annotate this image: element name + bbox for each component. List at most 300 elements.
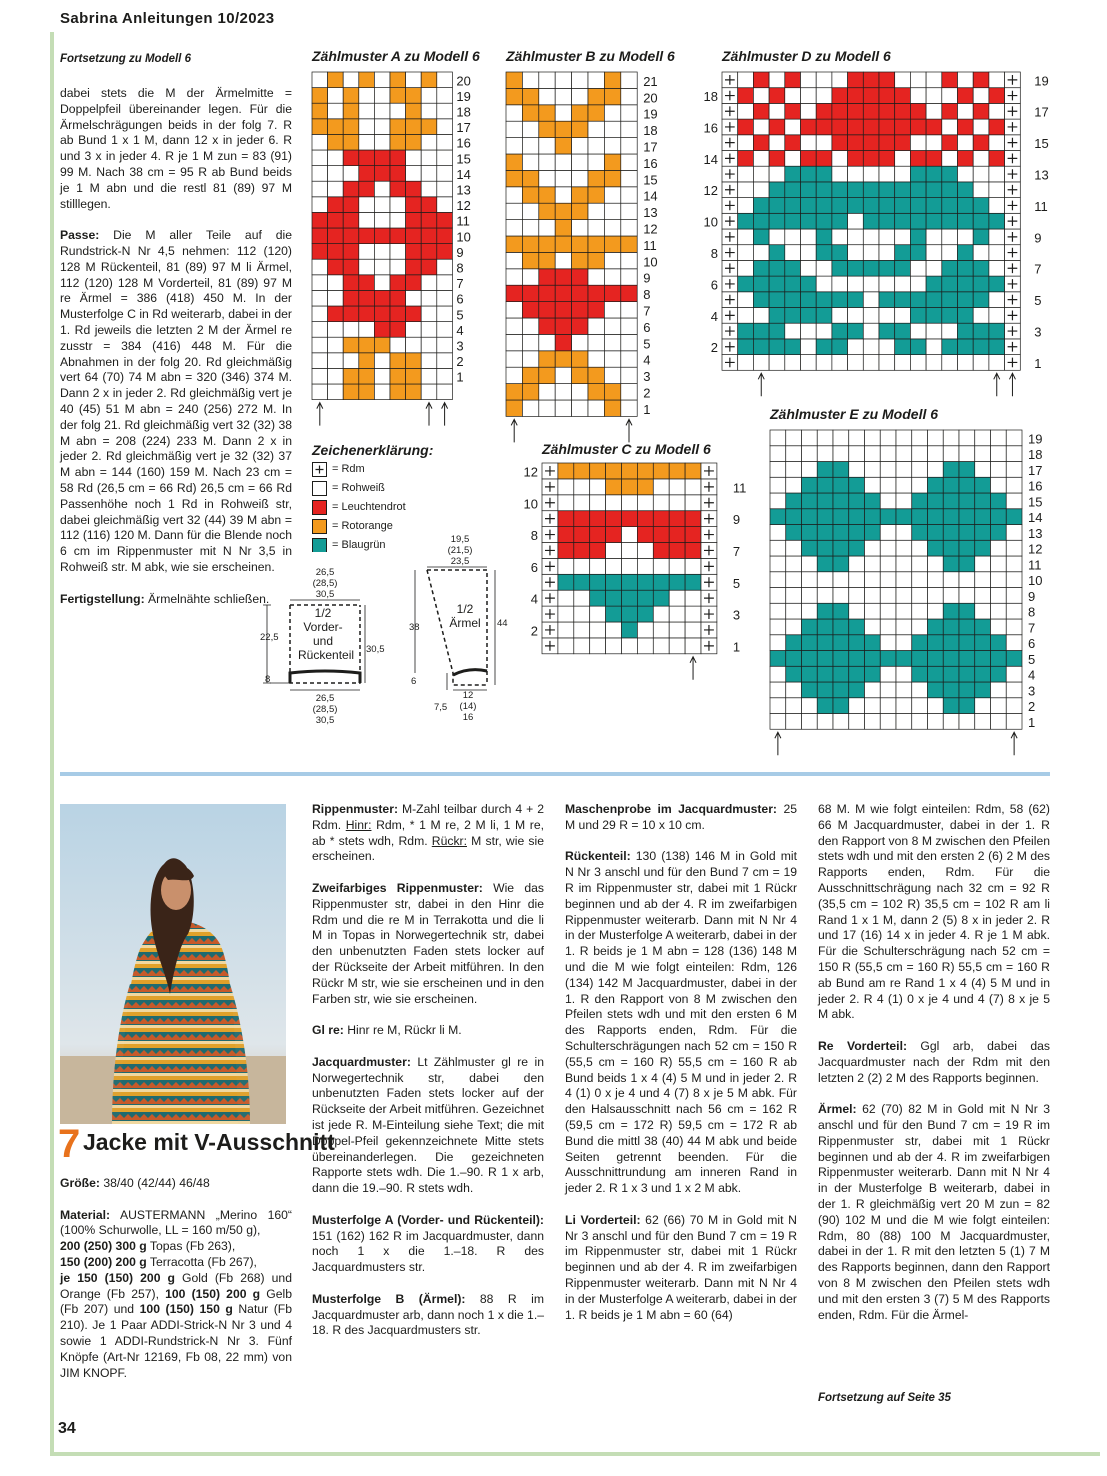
chart-d-cell: [801, 355, 817, 371]
chart-d-cell: [973, 355, 989, 371]
back-front-column: [565, 802, 797, 1339]
chart-c-cell: [590, 558, 606, 574]
chart-d-cell: [785, 198, 801, 214]
chart-d-cell: [910, 166, 926, 182]
chart-e-cell: [817, 493, 833, 509]
body-rib-measure: 8: [265, 674, 271, 685]
chart-a-row-number: 6: [456, 291, 464, 307]
chart-a-cell: [328, 228, 344, 244]
chart-a-cell: [374, 88, 390, 104]
chart-e-cell: [770, 651, 786, 667]
chart-e-cell: [975, 698, 991, 714]
chart-e-cell: [912, 509, 928, 525]
chart-d-cell: [769, 72, 785, 88]
chart-e-cell: [943, 635, 959, 651]
chart-a-cell: [406, 353, 422, 369]
chart-b-cell: [621, 105, 637, 121]
chart-e-row-number: 8: [1028, 604, 1036, 620]
chart-d-cell: [958, 260, 974, 276]
chart-e-cell: [896, 714, 912, 730]
chart-d-cell: [895, 88, 911, 104]
chart-e-row-number: 2: [1028, 699, 1036, 715]
chart-d-cell: [942, 151, 958, 167]
chart-e-cell: [849, 477, 865, 493]
chart-e-cell: [880, 430, 896, 446]
chart-e-cell: [896, 556, 912, 572]
chart-d-cell: [769, 198, 785, 214]
chart-b-cell: [604, 318, 620, 334]
chart-a-cell: [437, 72, 453, 88]
chart-c-cell: [606, 574, 622, 590]
chart-a-cell: [437, 119, 453, 135]
chart-a-cell: [328, 134, 344, 150]
chart-c-cell: [606, 543, 622, 559]
chart-a-cell: [437, 212, 453, 228]
chart-e-cell: [928, 446, 944, 462]
chart-e-cell: [802, 682, 818, 698]
chart-a-cell: [421, 306, 437, 322]
chart-e-cell: [975, 525, 991, 541]
chart-d-cell: [832, 292, 848, 308]
chart-e-cell: [928, 525, 944, 541]
chart-d-cell: [753, 213, 769, 229]
chart-e-cell: [865, 635, 881, 651]
chart-d-cell: [769, 135, 785, 151]
chart-e-cell: [849, 462, 865, 478]
chart-e-cell: [943, 446, 959, 462]
chart-b-cell: [572, 269, 588, 285]
body-bot-1: 26,5: [315, 693, 335, 704]
chart-b-cell: [555, 121, 571, 137]
chart-e-cell: [833, 540, 849, 556]
chart-c-cell: [653, 527, 669, 543]
chart-e-cell: [1006, 651, 1022, 667]
chart-e-cell: [770, 540, 786, 556]
chart-e-cell: [770, 619, 786, 635]
chart-b-cell: [522, 105, 538, 121]
chart-a-cell: [421, 134, 437, 150]
chart-d-cell: [926, 198, 942, 214]
chart-b-cell: [539, 121, 555, 137]
chart-e-cell: [912, 698, 928, 714]
chart-a-cell: [390, 150, 406, 166]
chart-e-cell: [943, 540, 959, 556]
chart-e-cell: [865, 556, 881, 572]
chart-a-cell: [359, 368, 375, 384]
chart-d-cell: [926, 355, 942, 371]
chart-c-cell: [637, 606, 653, 622]
chart-a-cell: [390, 290, 406, 306]
chart-e-cell: [959, 588, 975, 604]
chart-d-grid: [704, 72, 1049, 396]
chart-c-cell: [606, 527, 622, 543]
chart-a-cell: [421, 322, 437, 338]
chart-a-cell: [421, 353, 437, 369]
chart-c-cell: [558, 622, 574, 638]
chart-d-cell: [801, 339, 817, 355]
chart-e-cell: [802, 477, 818, 493]
chart-d-cell: [958, 182, 974, 198]
chart-a-row-number: 5: [456, 307, 464, 323]
chart-d-cell: [973, 308, 989, 324]
chart-a-cell: [374, 103, 390, 119]
chart-c-cell: [622, 622, 638, 638]
chart-d-cell: [879, 292, 895, 308]
legend-label-orange: = Rotorange: [332, 520, 393, 532]
chart-e-cell: [833, 619, 849, 635]
chart-c-cell: [669, 590, 685, 606]
chart-e-cell: [943, 525, 959, 541]
chart-d-cell: [801, 88, 817, 104]
chart-e-cell: [991, 635, 1007, 651]
chart-e-cell: [896, 698, 912, 714]
chart-e-cell: [896, 588, 912, 604]
body-label-line4: Rückenteil: [298, 648, 355, 662]
chart-b-cell: [604, 302, 620, 318]
section-divider: [60, 772, 1050, 776]
chart-b-cell: [539, 170, 555, 186]
chart-e-cell: [991, 698, 1007, 714]
chart-d-cell: [879, 151, 895, 167]
chart-a-row-number: 8: [456, 260, 464, 276]
chart-b-cell: [522, 88, 538, 104]
chart-e-cell: [991, 682, 1007, 698]
chart-e-cell: [770, 666, 786, 682]
rib-text-2: Rdm, * 1 M re, 2 M li, 1 M re, ab * stets wdh, Rdm.: [312, 817, 544, 848]
chart-b-cell: [588, 72, 604, 88]
arrow-up-icon: [442, 403, 448, 426]
chart-a-cell: [406, 322, 422, 338]
chart-a-cell: [359, 72, 375, 88]
chart-d-cell: [785, 135, 801, 151]
arrow-up-icon: [426, 403, 432, 426]
chart-b-cell: [522, 400, 538, 416]
chart-e-cell: [959, 509, 975, 525]
chart-b-cell: [572, 252, 588, 268]
chart-e-cell: [928, 493, 944, 509]
chart-e-cell: [928, 666, 944, 682]
chart-c-cell: [653, 638, 669, 654]
chart-c-cell: [622, 463, 638, 479]
chart-d-cell: [879, 119, 895, 135]
chart-d-cell: [973, 103, 989, 119]
chart-a-cell: [312, 259, 328, 275]
chart-e-cell: [880, 525, 896, 541]
chart-e-cell: [1006, 635, 1022, 651]
chart-d-cell: [895, 260, 911, 276]
chart-e-cell: [817, 682, 833, 698]
chart-b-cell: [621, 187, 637, 203]
chart-b-cell: [588, 334, 604, 350]
chart-d-cell: [738, 166, 754, 182]
chart-e-cell: [880, 588, 896, 604]
chart-a-cell: [390, 88, 406, 104]
page-frame-bottom: [50, 1452, 1100, 1456]
chart-a-cell: [390, 134, 406, 150]
body-top-2: (28,5): [312, 578, 338, 589]
chart-a-cell: [406, 134, 422, 150]
chart-d-cell: [848, 72, 864, 88]
chart-b-cell: [539, 236, 555, 252]
chart-b-cell: [621, 384, 637, 400]
chart-e-cell: [912, 572, 928, 588]
chart-e-cell: [770, 493, 786, 509]
chart-d-cell: [738, 88, 754, 104]
chart-e-cell: [849, 698, 865, 714]
chart-c-cell: [622, 558, 638, 574]
chart-e-cell: [912, 714, 928, 730]
chart-a-cell: [312, 353, 328, 369]
chart-d-cell: [942, 339, 958, 355]
chart-e-cell: [1006, 509, 1022, 525]
chart-a-cell: [343, 306, 359, 322]
chart-b-cell: [506, 154, 522, 170]
chart-d-cell: [738, 276, 754, 292]
chart-d-cell: [926, 339, 942, 355]
chart-c-cell: [637, 527, 653, 543]
chart-e-cell: [833, 651, 849, 667]
chart-d-cell: [848, 213, 864, 229]
chart-a-cell: [437, 197, 453, 213]
chart-c-cell: [685, 463, 701, 479]
chart-d-cell: [973, 198, 989, 214]
chart-e-cell: [849, 493, 865, 509]
chart-a-cell: [390, 322, 406, 338]
chart-b-cell: [506, 400, 522, 416]
chart-e-cell: [833, 446, 849, 462]
sleeve-instr-text: 62 (70) 82 M in Gold mit N Nr 3 anschl und für den Bund 7 cm = 19 R im Rippenmuster str, dabei mit 1 Rückr beginnen und ab der 4. R im zweifarbigen Rippenmuster weiterarb. Dann mit N Nr 4 in der Musterfolge B weiterarb, dabei in der 1. R gleichmäßig vert 20 M zun = 82 (90) 102 M und die M wie folgt einteilen: Rdm, 80 (88) 100 M Jacquardmuster, dabei in der 1. R mit den letzten 5 (1) 7 M des Rapports beginnen, dann den Rapport von 8 M zwischen den Pfeilen stets wdh und mit den ersten 3 (7) 5 M des Rapports enden, Rdm. Für die Ärmel-: [818, 1102, 1050, 1322]
chart-c-cell: [574, 558, 590, 574]
chart-e-cell: [943, 698, 959, 714]
chart-e-cell: [1006, 540, 1022, 556]
chart-a-cell: [390, 244, 406, 260]
chart-a-row-number: 16: [456, 135, 471, 151]
chart-c-cell: [558, 574, 574, 590]
sequence-a-paragraph: [312, 1213, 544, 1276]
chart-d-cell: [895, 103, 911, 119]
chart-d-cell: [863, 260, 879, 276]
chart-b-row-number: 3: [643, 369, 651, 385]
chart-b-grid: [506, 72, 658, 442]
chart-d-cell: [942, 213, 958, 229]
chart-d-cell: [926, 260, 942, 276]
chart-b-cell: [572, 203, 588, 219]
chart-c-cell: [685, 543, 701, 559]
chart-d-cell: [801, 323, 817, 339]
chart-e-row-number: 15: [1028, 494, 1043, 510]
chart-b-cell: [572, 121, 588, 137]
chart-b-cell: [572, 318, 588, 334]
chart-d-row-number: 3: [1034, 324, 1042, 340]
chart-d-cell: [785, 151, 801, 167]
chart-e-cell: [1006, 525, 1022, 541]
chart-e-cell: [817, 698, 833, 714]
chart-d-cell: [863, 151, 879, 167]
chart-e-cell: [943, 619, 959, 635]
chart-e-cell: [786, 556, 802, 572]
chart-b-cell: [588, 138, 604, 154]
chart-b-cell: [522, 384, 538, 400]
chart-b-cell: [506, 138, 522, 154]
chart-d-cell: [753, 339, 769, 355]
chart-c-cell: [669, 463, 685, 479]
chart-d-cell: [832, 245, 848, 261]
chart-b-cell: [555, 72, 571, 88]
chart-a-cell: [421, 119, 437, 135]
chart-b-cell: [539, 203, 555, 219]
chart-d-cell: [816, 72, 832, 88]
chart-e-cell: [975, 509, 991, 525]
chart-d-cell: [816, 276, 832, 292]
chart-e-cell: [991, 666, 1007, 682]
chart-a-cell: [437, 322, 453, 338]
chart-e-grid: [770, 430, 1042, 755]
chart-c-cell: [590, 527, 606, 543]
chart-d-cell: [753, 119, 769, 135]
chart-c-cell: [574, 622, 590, 638]
chart-d-cell: [910, 119, 926, 135]
chart-d-row-number: 10: [703, 214, 718, 230]
chart-a-cell: [312, 134, 328, 150]
chart-e-cell: [975, 493, 991, 509]
chart-b-cell: [572, 334, 588, 350]
chart-a-cell: [343, 72, 359, 88]
chart-b-cell: [588, 367, 604, 383]
chart-c-cell: [622, 511, 638, 527]
chart-d-cell: [753, 151, 769, 167]
finishing-text: Ärmelnähte schließen.: [144, 591, 270, 606]
chart-e-cell: [786, 509, 802, 525]
chart-a-cell: [312, 322, 328, 338]
chart-e-cell: [975, 556, 991, 572]
chart-b-cell: [522, 269, 538, 285]
chart-b-cell: [588, 170, 604, 186]
chart-a-cell: [390, 72, 406, 88]
chart-b-cell: [555, 384, 571, 400]
chart-e-cell: [817, 446, 833, 462]
chart-b-cell: [572, 285, 588, 301]
chart-c-cell: [574, 463, 590, 479]
chart-d-cell: [801, 135, 817, 151]
chart-d-cell: [738, 103, 754, 119]
chart-d-cell: [910, 103, 926, 119]
chart-e-cell: [880, 651, 896, 667]
chart-c-cell: [606, 558, 622, 574]
chart-e-cell: [865, 525, 881, 541]
chart-b-row-number: 9: [643, 270, 651, 286]
chart-d-cell: [848, 103, 864, 119]
chart-a-cell: [312, 384, 328, 400]
chart-b-cell: [522, 252, 538, 268]
chart-a-cell: [437, 134, 453, 150]
body-top-measure: [285, 567, 365, 600]
chart-c-cell: [669, 527, 685, 543]
chart-e-cell: [975, 430, 991, 446]
body-bot-3: 30,5: [315, 715, 335, 726]
chart-d-cell: [738, 182, 754, 198]
chart-a-cell: [374, 197, 390, 213]
chart-c-cell: [574, 606, 590, 622]
chart-b-cell: [522, 203, 538, 219]
arrow-up-icon: [511, 419, 517, 442]
chart-e-cell: [817, 635, 833, 651]
chart-e-row-number: 10: [1028, 573, 1043, 589]
chart-b-cell: [522, 236, 538, 252]
chart-e-row-number: 13: [1028, 525, 1043, 541]
chart-e-cell: [786, 603, 802, 619]
chart-b-cell: [588, 302, 604, 318]
chart-e-cell: [943, 651, 959, 667]
chart-d-cell: [958, 198, 974, 214]
chart-d-cell: [816, 213, 832, 229]
chart-a-cell: [328, 88, 344, 104]
chart-d-row-number: 14: [703, 151, 718, 167]
chart-d-cell: [753, 292, 769, 308]
chart-d-cell: [989, 292, 1005, 308]
chart-d-cell: [926, 292, 942, 308]
page-number: 34: [58, 1420, 76, 1437]
left-front-continued: 68 M. M wie folgt einteilen: Rdm, 58 (62) 66 M Jacquardmuster, dabei in der 1. R den Rapport von 8 M zwischen den Pfeilen stets wdh und mit den ersten 2 (6) 2 M des Rapports enden, Rdm. Für die Ausschnittschrägung nach 32 cm = 92 R (35,5 cm = 102 R) 35,5 cm = 102 R am li Rand 1 x 1 M, dann 2 (5) 8 x in jeder 2. R und 17 (16) 14 x in jeder 4. R je 1 M abk. Für die Schulterschrägung nach 52 cm = 150 R (55,5 cm = 160 R) 55,5 cm = 160 R ab Bund am re Rand 1 x 4 (4) 5 M und in jeder 2. R 4 (1) 0 x je 4 und 4 (7) 8 x je 5 M abk.: [818, 802, 1050, 1022]
chart-a-row-number: 3: [456, 338, 464, 354]
chart-d-cell: [785, 355, 801, 371]
chart-e-cell: [959, 666, 975, 682]
chart-d-cell: [863, 229, 879, 245]
chart-e-cell: [880, 446, 896, 462]
chart-d-cell: [848, 182, 864, 198]
chart-a-cell: [359, 212, 375, 228]
chart-d-cell: [958, 135, 974, 151]
chart-e-cell: [833, 635, 849, 651]
chart-d-cell: [926, 119, 942, 135]
chart-e-cell: [817, 477, 833, 493]
chart-b-row-number: 16: [643, 155, 658, 171]
chart-b-cell: [539, 138, 555, 154]
chart-e-cell: [849, 635, 865, 651]
chart-d-cell: [832, 182, 848, 198]
jacquard-label: Jacquardmuster:: [312, 1054, 411, 1069]
sleeve-column: [818, 802, 1050, 1339]
chart-a-cell: [421, 72, 437, 88]
chart-e-cell: [786, 682, 802, 698]
chart-a-cell: [328, 368, 344, 384]
chart-e-cell: [833, 509, 849, 525]
chart-b-cell: [539, 269, 555, 285]
chart-e-cell: [880, 556, 896, 572]
chart-d-cell: [958, 276, 974, 292]
chart-a-cell: [328, 290, 344, 306]
chart-e-cell: [786, 477, 802, 493]
magazine-header: Sabrina Anleitungen 10/2023: [60, 10, 275, 27]
chart-e-cell: [786, 666, 802, 682]
chart-b-cell: [522, 318, 538, 334]
chart-e-cell: [833, 698, 849, 714]
chart-c-cell: [558, 543, 574, 559]
chart-e-cell: [912, 430, 928, 446]
body-bottom-measure: [285, 693, 365, 726]
chart-d-cell: [910, 276, 926, 292]
chart-b-cell: [604, 334, 620, 350]
sequence-b-text: 88 R im Jacquardmuster arb, dann noch 1 x die 1.–18. R des Jacquardmusters str.: [312, 1291, 544, 1338]
chart-d-cell: [989, 276, 1005, 292]
chart-a-cell: [437, 181, 453, 197]
chart-e-cell: [865, 446, 881, 462]
chart-d-cell: [832, 103, 848, 119]
chart-d-cell: [910, 88, 926, 104]
chart-e-row-number: 5: [1028, 651, 1036, 667]
chart-c-cell: [653, 479, 669, 495]
chart-b-cell: [572, 154, 588, 170]
chart-e-cell: [912, 666, 928, 682]
